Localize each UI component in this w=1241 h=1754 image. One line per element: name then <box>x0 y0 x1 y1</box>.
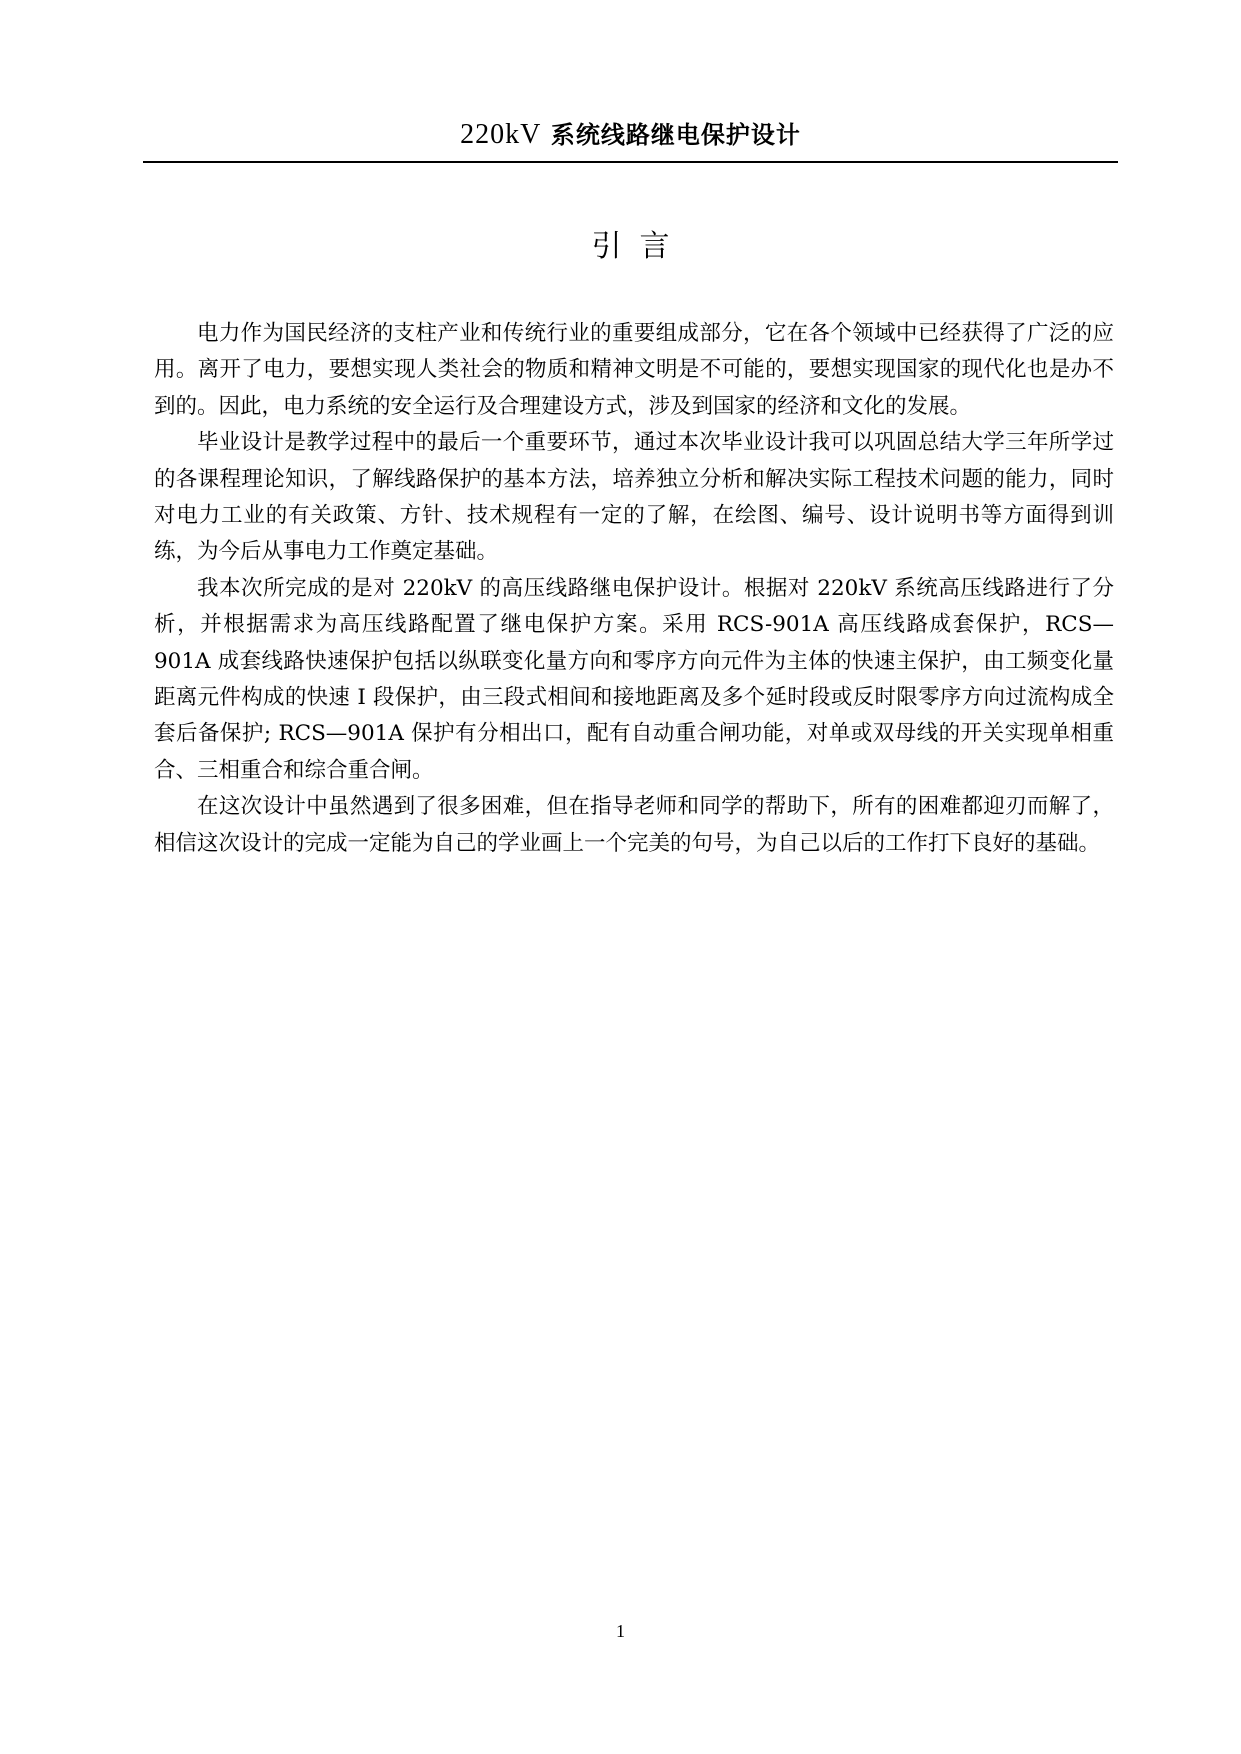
paragraph: 在这次设计中虽然遇到了很多困难，但在指导老师和同学的帮助下，所有的困难都迎刃而解了，相信这次设计的完成一定能为自己的学业画上一个完美的句号，为自己以后的工作打下良好的基础。 <box>154 794 1114 856</box>
running-header <box>143 118 1118 152</box>
header-voltage: 220kV <box>460 119 542 150</box>
body-text <box>154 316 1114 862</box>
header-title: 系统线路继电保护设计 <box>550 121 801 149</box>
section-title: 引言 <box>591 229 688 264</box>
page-number: 1 <box>616 1621 625 1641</box>
paragraph: 毕业设计是教学过程中的最后一个重要环节，通过本次毕业设计我可以巩固总结大学三年所学过的各课程理论知识，了解线路保护的基本方法，培养独立分析和解决实际工程技术问题的能力，同时对电力工业的有关政策、方针、技术规程有一定的了解，在绘图、编号、设计说明书等方面得到训练，为今后从事电力工作奠定基础。 <box>154 430 1114 565</box>
paragraph: 电力作为国民经济的支柱产业和传统行业的重要组成部分，它在各个领域中已经获得了广泛的应用。离开了电力，要想实现人类社会的物质和精神文明是不可能的，要想实现国家的现代化也是办不到的。因此，电力系统的安全运行及合理建设方式，涉及到国家的经济和文化的发展。 <box>154 321 1114 419</box>
paragraph: 我本次所完成的是对 220kV 的高压线路继电保护设计。根据对 220kV 系统高压线路进行了分析，并根据需求为高压线路配置了继电保护方案。采用 RCS-901A 高压线路成套保护，RCS—901A 成套线路快速保护包括以纵联变化量方向和零序方向元件为主体的快速主保护，由工频变化量距离元件构成的快速 I 段保护，由三段式相间和接地距离及多个延时段或反时限零序方向过流构成全套后备保护; RCS—901A 保护有分相出口，配有自动重合闸功能，对单或双母线的开关实现单相重合、三相重合和综合重合闸。 <box>154 575 1114 783</box>
header-rule <box>143 161 1118 163</box>
